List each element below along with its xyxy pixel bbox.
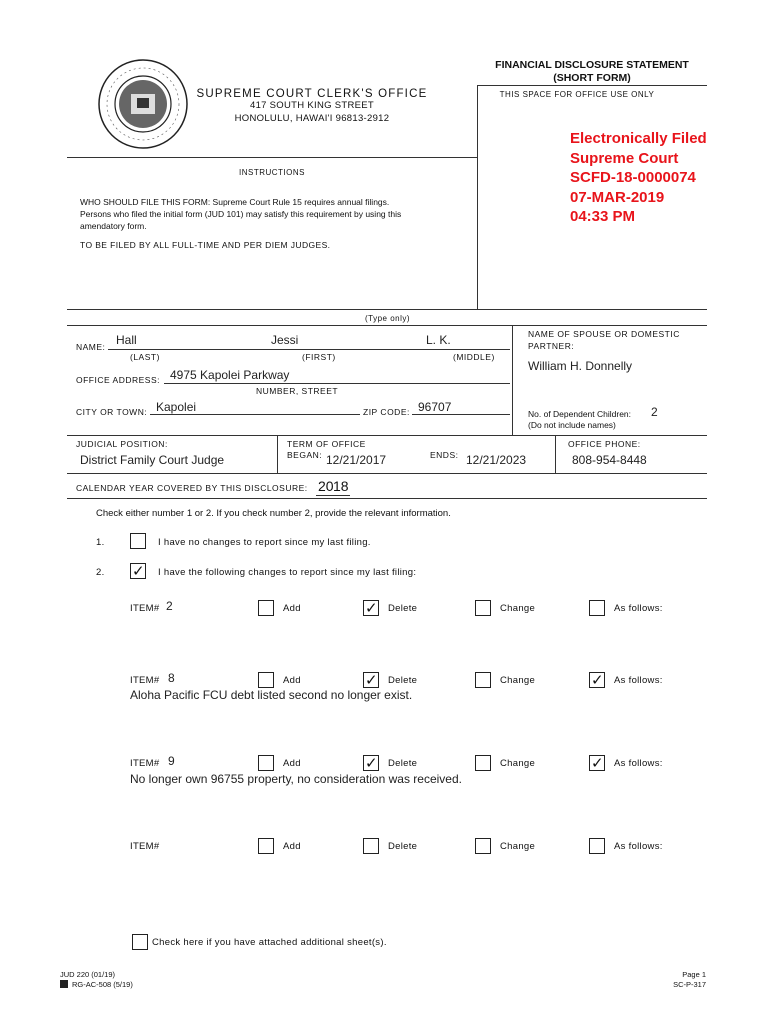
city-field[interactable]: Kapolei [156,400,197,414]
item1-delete-checkbox[interactable] [363,600,379,616]
office-address-field[interactable]: 4975 Kapolei Parkway [170,368,290,382]
item1-change-label: Change [500,603,536,614]
check-mark-icon: ✓ [365,754,378,772]
item1-delete-label: Delete [388,603,418,614]
calendar-year-prefix: 20 [318,478,334,494]
option2-checkbox[interactable] [130,563,146,579]
item4-asfollows-label: As follows: [614,841,663,852]
calendar-year-label: CALENDAR YEAR COVERED BY THIS DISCLOSURE: [76,483,308,493]
form-subtitle: (SHORT FORM) [553,72,631,84]
spouse-label-line2: PARTNER: [528,341,575,351]
address-line2: HONOLULU, HAWAI'I 96813-2912 [234,113,390,124]
check-mark-icon: ✓ [365,599,378,617]
item2-add-label: Add [283,675,301,686]
item3-label: ITEM# [130,758,160,769]
item3-add-label: Add [283,758,301,769]
choice-instruction: Check either number 1 or 2. If you check number 2, provide the relevant information. [96,508,451,519]
item4-delete-label: Delete [388,841,418,852]
item4-label: ITEM# [130,841,160,852]
form-title: FINANCIAL DISCLOSURE STATEMENT [495,59,689,71]
term-label: TERM OF OFFICE [287,439,366,449]
item1-change-checkbox[interactable] [475,600,491,616]
court-seal [97,58,189,150]
item2-asfollows-checkbox[interactable] [589,672,605,688]
ends-field[interactable]: 12/21/2023 [466,453,527,467]
spouse-label-line1: NAME OF SPOUSE OR DOMESTIC [528,329,680,339]
first-name-field[interactable]: Jessi [271,333,299,347]
instructions-line3: amendatory form. [80,221,147,231]
zip-field[interactable]: 96707 [418,400,452,414]
item1-asfollows-checkbox[interactable] [589,600,605,616]
instructions-heading: INSTRUCTIONS [239,168,305,177]
item2-change-checkbox[interactable] [475,672,491,688]
item4-add-checkbox[interactable] [258,838,274,854]
item2-asfollows-label: As follows: [614,675,663,686]
item2-number[interactable]: 8 [168,671,175,685]
item3-add-checkbox[interactable] [258,755,274,771]
item3-number[interactable]: 9 [168,754,175,768]
item3-change-label: Change [500,758,536,769]
first-label: (FIRST) [302,352,336,362]
item1-number[interactable]: 2 [166,599,173,613]
sc-code: SC-P-317 [673,980,706,989]
item2-label: ITEM# [130,675,160,686]
barcode-icon [60,980,68,988]
stamp-line5: 04:33 PM [570,208,636,225]
instructions-text [80,196,401,232]
check-mark-icon: ✓ [132,562,145,580]
judicial-position-field[interactable]: District Family Court Judge [80,453,225,467]
item4-change-label: Change [500,841,536,852]
item2-change-label: Change [500,675,536,686]
attached-sheets-checkbox[interactable] [132,934,148,950]
option1-text: I have no changes to report since my last filing. [158,537,371,548]
began-label: BEGAN: [287,450,323,460]
office-name: SUPREME COURT CLERK'S OFFICE [196,88,428,100]
item3-delete-checkbox[interactable] [363,755,379,771]
zip-label: ZIP CODE: [363,407,410,417]
office-phone-field[interactable]: 808-954-8448 [572,453,647,467]
stamp-line1: Electronically Filed [570,130,707,147]
item1-add-checkbox[interactable] [258,600,274,616]
rg-code: RG-AC-508 (5/19) [72,980,133,989]
item3-change-checkbox[interactable] [475,755,491,771]
dependents-field[interactable]: 2 [651,405,658,419]
filing-stamp [570,129,707,227]
option2-number: 2. [96,567,105,578]
last-label: (LAST) [130,352,160,362]
ends-label: ENDS: [430,450,459,460]
page-number: Page 1 [682,970,706,979]
address-line1: 417 SOUTH KING STREET [249,100,375,111]
office-phone-label: OFFICE PHONE: [568,439,641,449]
item1-add-label: Add [283,603,301,614]
dependents-label: No. of Dependent Children: [528,409,632,419]
item4-delete-checkbox[interactable] [363,838,379,854]
item1-asfollows-label: As follows: [614,603,663,614]
item4-asfollows-checkbox[interactable] [589,838,605,854]
item3-note[interactable]: No longer own 96755 property, no consideration was received. [130,772,462,786]
attached-sheets-label: Check here if you have attached additional sheet(s). [152,937,387,948]
check-mark-icon: ✓ [591,754,604,772]
instructions-line2: Persons who filed the initial form (JUD 101) may satisfy this requirement by using this [80,209,402,219]
middle-label: (MIDDLE) [453,352,495,362]
middle-name-field[interactable]: L. K. [426,333,451,347]
option2-text: I have the following changes to report since my last filing: [158,567,417,578]
name-label: NAME: [76,342,106,352]
item3-asfollows-label: As follows: [614,758,663,769]
item2-delete-checkbox[interactable] [363,672,379,688]
form-code: JUD 220 (01/19) [60,970,116,979]
stamp-line3: SCFD-18-0000074 [570,169,696,186]
option1-checkbox[interactable] [130,533,146,549]
item3-asfollows-checkbox[interactable] [589,755,605,771]
dependents-note: (Do not include names) [528,420,616,430]
item2-delete-label: Delete [388,675,418,686]
item2-note[interactable]: Aloha Pacific FCU debt listed second no longer exist. [130,688,413,702]
type-only-note: (Type only) [365,314,411,323]
item1-label: ITEM# [130,603,160,614]
option1-number: 1. [96,537,105,548]
began-field[interactable]: 12/21/2017 [326,453,387,467]
check-mark-icon: ✓ [365,671,378,689]
number-street-label: NUMBER, STREET [256,386,339,396]
office-use-label: THIS SPACE FOR OFFICE USE ONLY [499,90,655,99]
office-address-label: OFFICE ADDRESS: [76,375,161,385]
stamp-line4: 07-MAR-2019 [570,188,665,206]
city-label: CITY OR TOWN: [76,407,148,417]
item3-delete-label: Delete [388,758,418,769]
last-name-field[interactable]: Hall [116,333,137,347]
check-mark-icon: ✓ [591,671,604,689]
item4-add-label: Add [283,841,301,852]
calendar-year-field[interactable]: 18 [333,478,349,494]
instructions-para2: TO BE FILED BY ALL FULL-TIME AND PER DIEM JUDGES. [80,240,331,250]
instructions-line1: WHO SHOULD FILE THIS FORM: Supreme Court Rule 15 requires annual filings. [80,197,390,207]
item4-change-checkbox[interactable] [475,838,491,854]
item2-add-checkbox[interactable] [258,672,274,688]
judicial-position-label: JUDICIAL POSITION: [76,439,168,449]
spouse-name-field[interactable]: William H. Donnelly [528,359,633,373]
stamp-line2: Supreme Court [570,149,679,167]
